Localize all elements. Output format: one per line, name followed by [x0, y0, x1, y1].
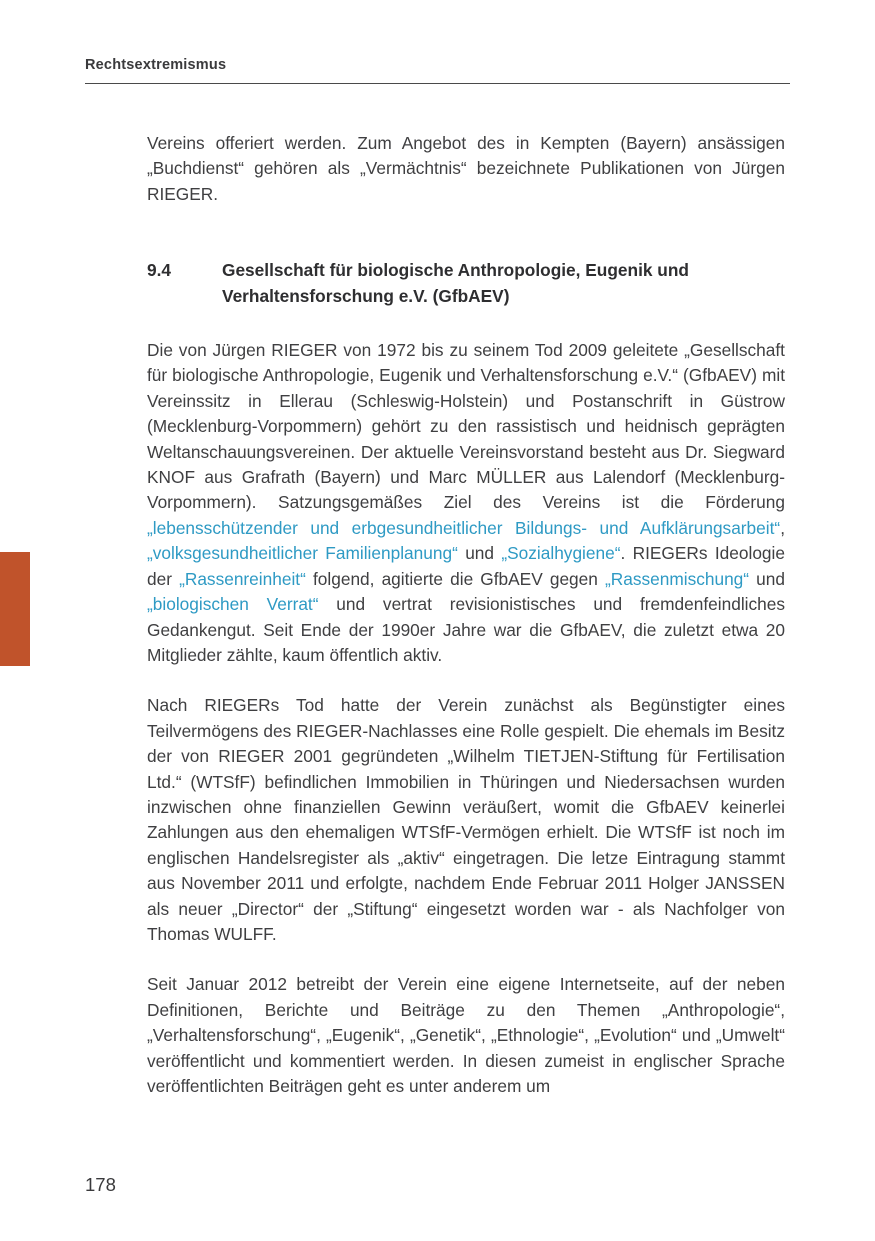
chapter-tab-marker: [0, 552, 30, 666]
text-run: ,: [780, 517, 785, 538]
page-content: [147, 131, 785, 1124]
paragraph-continuation: Vereins offeriert werden. Zum Angebot des in Kempten (Bayern) ansässigen „Buchdienst“ gehören als „Vermächtnis“ bezeichnete Publikationen von Jürgen RIEGER.: [147, 133, 785, 204]
section-title: [222, 258, 689, 309]
running-head: [85, 56, 790, 84]
text-run: und vertrat revisionistisches und fremdenfeindliches Gedankengut. Seit Ende der 1990er Jahre war die GfbAEV, die zuletzt etwa 20 Mitglieder zählte, kaum öffentlich aktiv.: [147, 594, 785, 665]
text-run: folgend, agitierte die GfbAEV gegen: [305, 568, 605, 589]
text-run: . RIEGERs Ideologie der: [147, 543, 785, 589]
glossary-link-rassenreinheit[interactable]: „Rassenreinheit“: [179, 568, 306, 589]
paragraph-rieger-nachlass: Nach RIEGERs Tod hatte der Verein zunächst als Begünstigter eines Teilvermögens des RIEGER-Nachlasses eine Rolle gespielt. Die ehemals im Besitz der von RIEGER 2001 gegründeten „Wilhelm TIETJEN-Stiftung für Fertilisation Ltd.“ (WTSfF) befindlichen Immobilien in Thüringen und Niedersachsen wurden inzwischen ohne finanziellen Gewinn veräußert, womit die GfbAEV keinerlei Zahlungen aus den ehemaligen WTSfF-Vermögen erhielt. Die WTSfF ist noch im englischen Handelsregister als „aktiv“ eingetragen. Die letze Eintragung stammt aus November 2011 und erfolgte, nachdem Ende Februar 2011 Holger JANSSEN als neuer „Director“ der „Stiftung“ eingesetzt worden war - als Nachfolger von Thomas WULFF.: [147, 695, 785, 944]
glossary-link-biologischer-verrat[interactable]: „biologischen Verrat“: [147, 594, 319, 615]
text-run: und: [457, 543, 502, 564]
running-head-title: Rechtsextremismus: [85, 57, 227, 73]
text-run: und: [749, 568, 785, 589]
text-run: Die von Jürgen RIEGER von 1972 bis zu seinem Tod 2009 geleitete „Gesellschaft für biologische Anthropologie, Eugenik und Verhaltensforschung e.V.“ (GfbAEV) mit Vereinssitz in Ellerau (Schleswig-Holstein) und Postanschrift in Güstrow (Mecklenburg-Vorpommern) gehört zu den rassistisch und heidnisch geprägten Weltanschauungsvereinen. Der aktuelle Vereinsvorstand besteht aus Dr. Siegward KNOF aus Grafrath (Bayern) und Marc MÜLLER aus Lalendorf (Mecklenburg-Vorpommern). Satzungsgemäßes Ziel des Vereins ist die Förderung: [147, 340, 785, 513]
glossary-link-bildungsarbeit[interactable]: „lebensschützender und erbgesundheitlicher Bildungs- und Aufklärungsarbeit“: [147, 517, 781, 538]
section-title-line1: Gesellschaft für biologische Anthropologie, Eugenik und: [222, 260, 689, 281]
paragraph-gfbaev-overview: [147, 338, 785, 668]
glossary-link-rassenmischung[interactable]: „Rassenmischung“: [604, 568, 750, 589]
section-heading: [147, 258, 785, 309]
section-title-line2: Verhaltensforschung e.V. (GfbAEV): [222, 285, 510, 306]
glossary-link-familienplanung[interactable]: „volksgesundheitlicher Familienplanung“: [147, 543, 458, 564]
section-number: 9.4: [147, 260, 172, 281]
page-number: 178: [85, 1174, 116, 1195]
paragraph-internetseite: Seit Januar 2012 betreibt der Verein eine eigene Internetseite, auf der neben Definitionen, Berichte und Beiträge zu den Themen „Anthropologie“, „Verhaltensforschung“, „Eugenik“, „Genetik“, „Ethnologie“, „Evolution“ und „Umwelt“ veröffentlicht und kommentiert werden. In diesen zumeist in englischer Sprache veröffentlichten Beiträgen geht es unter anderem um: [147, 974, 785, 1096]
glossary-link-sozialhygiene[interactable]: „Sozialhygiene“: [501, 543, 621, 564]
